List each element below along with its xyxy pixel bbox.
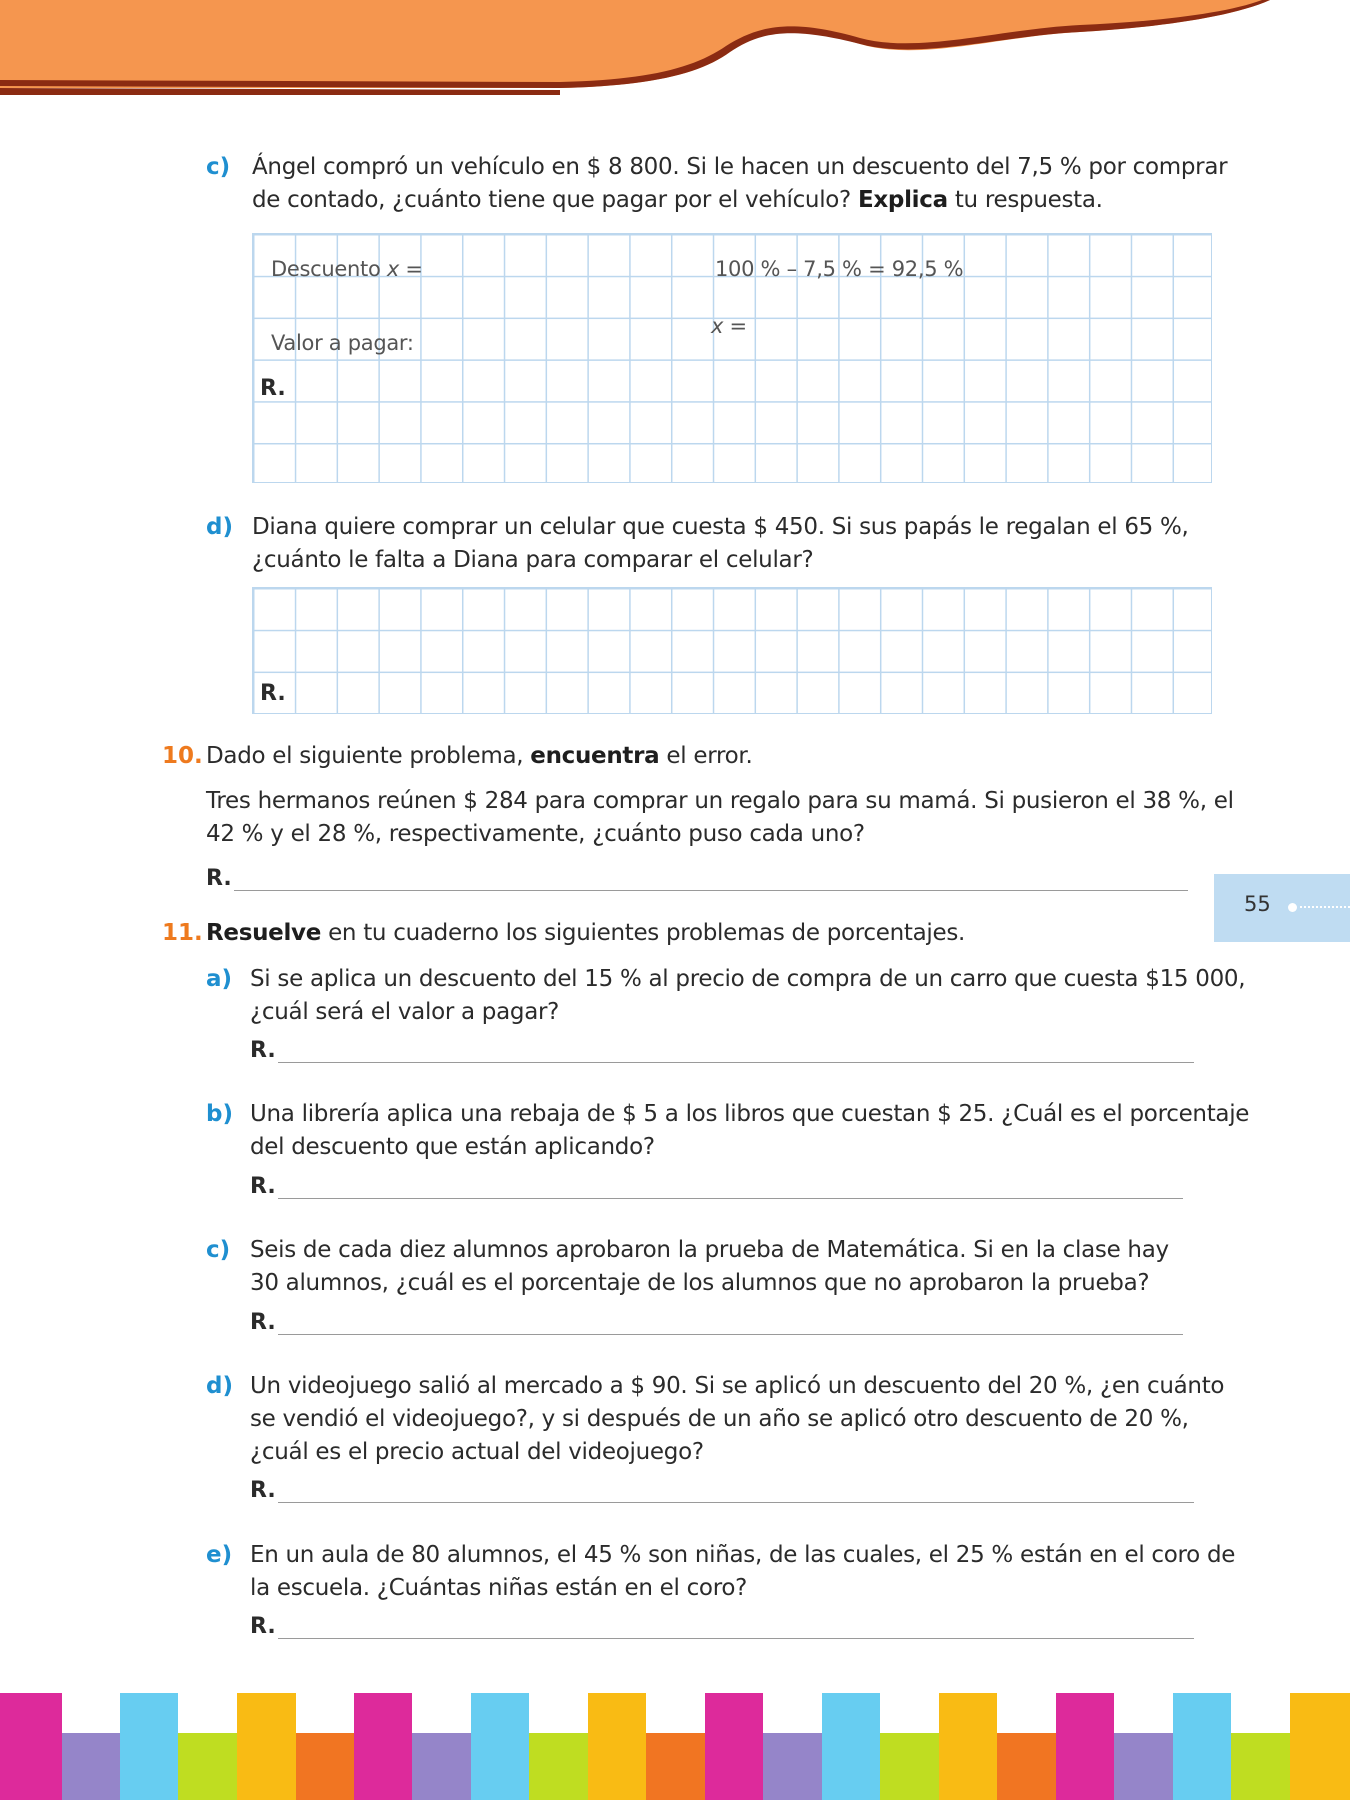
page-number: 55 [1244,892,1271,916]
emphasis-resuelve: Resuelve [206,920,322,946]
answer-label-11d: R. [250,1478,276,1503]
dotted-leader [1300,906,1350,908]
answer-label-11a: R. [250,1038,276,1063]
grid-answer-label: R. [260,681,286,706]
problem-9d-line2: ¿cuánto le falta a Diana para comparar el celular? [252,547,814,573]
item-label-11c: c) [206,1237,231,1263]
grid-percent-calc: 100 % – 7,5 % = 92,5 % [715,257,964,281]
answer-line-10[interactable] [234,890,1188,891]
problem-11d-line1: Un videojuego salió al mercado a $ 90. Si se aplicó un descuento del 20 %, ¿en cuánto [250,1373,1225,1399]
item-label-11b: b) [206,1101,233,1127]
answer-line-11c[interactable] [278,1334,1183,1335]
header-banner [0,0,1350,110]
problem-11b-line1: Una librería aplica una rebaja de $ 5 a los libros que cuestan $ 25. ¿Cuál es el porcentaje [250,1101,1250,1127]
dot-icon [1288,903,1297,912]
exercise-number-11: 11. [162,920,203,946]
problem-9c-line1: Ángel compró un vehículo en $ 8 800. Si le hacen un descuento del 7,5 % por comprar [252,154,1228,180]
grid-answer-label: R. [260,376,286,401]
exercise-10-line1: Tres hermanos reúnen $ 284 para comprar un regalo para su mamá. Si pusieron el 38 %, el [206,788,1234,814]
problem-11d-line3: ¿cuál es el precio actual del videojuego? [250,1439,704,1465]
item-label-11e: e) [206,1542,233,1568]
problem-9d-line1: Diana quiere comprar un celular que cuesta $ 450. Si sus papás le regalan el 65 %, [252,514,1189,540]
answer-grid-9c[interactable] [252,233,1212,483]
item-label-9c: c) [206,154,231,180]
problem-11c-line2: 30 alumnos, ¿cuál es el porcentaje de los alumnos que no aprobaron la prueba? [250,1270,1150,1296]
grid-descuento-text: Descuento x = [271,257,423,281]
exercise-10-intro: Dado el siguiente problema, encuentra el error. [206,743,753,769]
answer-grid-9d[interactable] [252,587,1212,714]
grid-valor-a-pagar: Valor a pagar: [271,331,414,355]
problem-11e-line1: En un aula de 80 alumnos, el 45 % son niñas, de las cuales, el 25 % están en el coro de [250,1542,1236,1568]
answer-label-11c: R. [250,1310,276,1335]
answer-line-11e[interactable] [278,1638,1194,1639]
problem-11d-line2: se vendió el videojuego?, y si después de un año se aplicó otro descuento de 20 %, [250,1406,1189,1432]
emphasis-explica: Explica [857,187,948,213]
problem-11b-line2: del descuento que están aplicando? [250,1134,655,1160]
exercise-11-intro: Resuelve en tu cuaderno los siguientes problemas de porcentajes. [206,920,966,946]
problem-9c-line2: de contado, ¿cuánto tiene que pagar por el vehículo? Explica tu respuesta. [252,187,1103,213]
answer-label-10: R. [206,866,232,891]
item-label-11a: a) [206,966,233,992]
answer-line-11a[interactable] [278,1062,1194,1063]
item-label-11d: d) [206,1373,233,1399]
footer-color-stripes [0,1693,1350,1800]
answer-label-11b: R. [250,1174,276,1199]
exercise-10-line2: 42 % y el 28 %, respectivamente, ¿cuánto puso cada uno? [206,821,865,847]
answer-label-11e: R. [250,1614,276,1639]
emphasis-encuentra: encuentra [530,743,660,769]
exercise-number-10: 10. [162,743,203,769]
problem-11a-line1: Si se aplica un descuento del 15 % al precio de compra de un carro que cuesta $15 000, [250,966,1246,992]
answer-line-11b[interactable] [278,1198,1183,1199]
problem-11e-line2: la escuela. ¿Cuántas niñas están en el coro? [250,1575,748,1601]
page-number-tab [1214,874,1350,942]
answer-line-11d[interactable] [278,1502,1194,1503]
problem-11c-line1: Seis de cada diez alumnos aprobaron la prueba de Matemática. Si en la clase hay [250,1237,1169,1263]
item-label-9d: d) [206,514,233,540]
problem-11a-line2: ¿cuál será el valor a pagar? [250,999,560,1025]
grid-x-equals: x = [711,314,747,338]
